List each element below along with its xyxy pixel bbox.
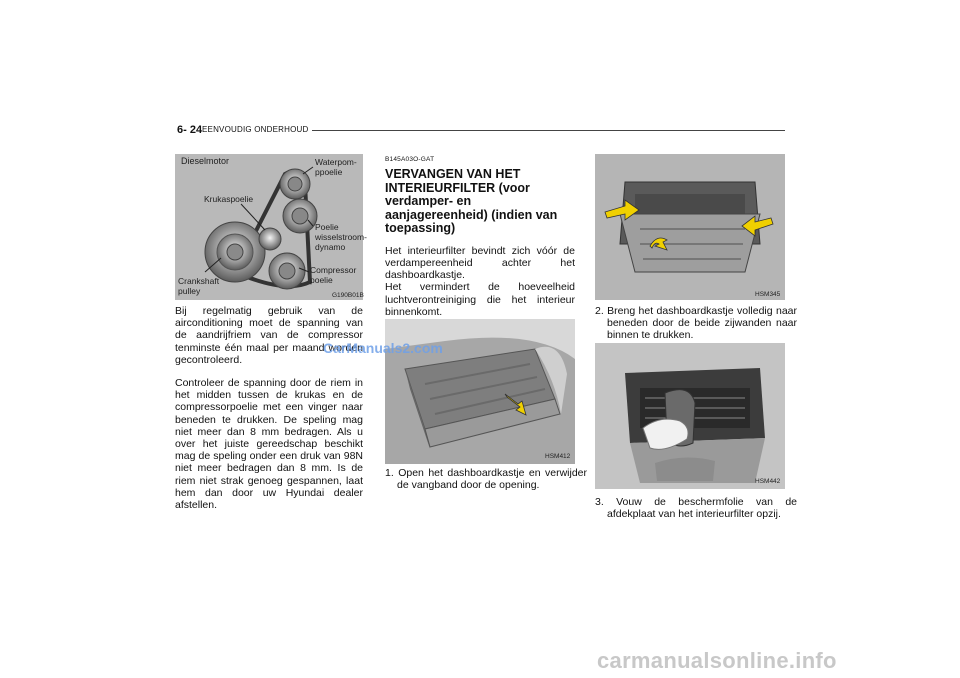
- watermark-overlay: CarManuals2.com: [323, 340, 443, 356]
- filter-cover-figure: [595, 343, 785, 489]
- page-number: 6- 24: [177, 124, 203, 136]
- step-3: 3. Vouw de beschermfolie van de afdekplaat van het interieurfilter opzij.: [595, 496, 797, 521]
- filter-cover-illustration: [595, 343, 785, 489]
- label-alternator: Poelie wisselstroom- dynamo: [315, 222, 367, 252]
- label-water-pump: Waterpom- ppoelie: [315, 157, 357, 177]
- figure-hsm442-code: HSM442: [755, 478, 781, 485]
- figure1-code: G190B01B: [332, 292, 364, 299]
- step-2: 2. Breng het dashboardkastje volledig naar beneden door de beide zijwanden naar binnen te drukken.: [595, 305, 797, 342]
- label-crank-pulley: Krukaspoelie: [204, 194, 254, 204]
- filter-intro-paragraph: Het interieurfilter bevindt zich vóór de verdampereenheid achter het dashboardkastje. Het vermindert de hoeveelheid luchtverontreiniging die het interieur binnenkomt.: [385, 244, 575, 318]
- step-1: 1. Open het dashboardkastje en verwijder de vangband door de opening.: [385, 467, 587, 492]
- belt-tension-paragraph: Controleer de spanning door de riem in het midden tussen de krukas en de compressorpoelie met een vinger naar beneden te drukken. De speling mag niet meer dan 8 mm bedragen. Als u over het juiste gereedschap beschikt mag de speling onder een druk van 98N niet meer bedragen dan 8 mm. Is de riem niet strak genoeg gespannen, laat hem dan door uw Hyundai dealer afstellen.: [175, 377, 363, 512]
- figure-hsm345-code: HSM345: [755, 291, 781, 298]
- section-heading: VERVANGEN VAN HET INTERIEURFILTER (voor verdamper- en aanjagereenheid) (indien van toepassing): [385, 167, 558, 236]
- glovebox-lower-figure: [595, 154, 785, 300]
- label-compressor-pulley: Compressor poelie: [310, 265, 357, 285]
- label-crankshaft-pulley: Crankshaft pulley: [178, 276, 220, 296]
- watermark-footer[interactable]: carmanualsonline.info: [597, 648, 837, 673]
- section-code: B145A03O-GAT: [385, 156, 435, 163]
- section-title: EENVOUDIG ONDERHOUD: [202, 125, 309, 134]
- column-1-text: [175, 305, 363, 522]
- header-rule: [312, 130, 785, 131]
- label-engine: Dieselmotor: [181, 156, 230, 166]
- column-2-text: [385, 154, 575, 318]
- belt-check-paragraph: Bij regelmatig gebruik van de airconditioning moet de spanning van de aandrijfriem van de compressor tenminste één maal per maand worden gecontroleerd.: [175, 305, 363, 366]
- glovebox-lower-illustration: [595, 154, 785, 300]
- figure-hsm412-code: HSM412: [545, 453, 571, 460]
